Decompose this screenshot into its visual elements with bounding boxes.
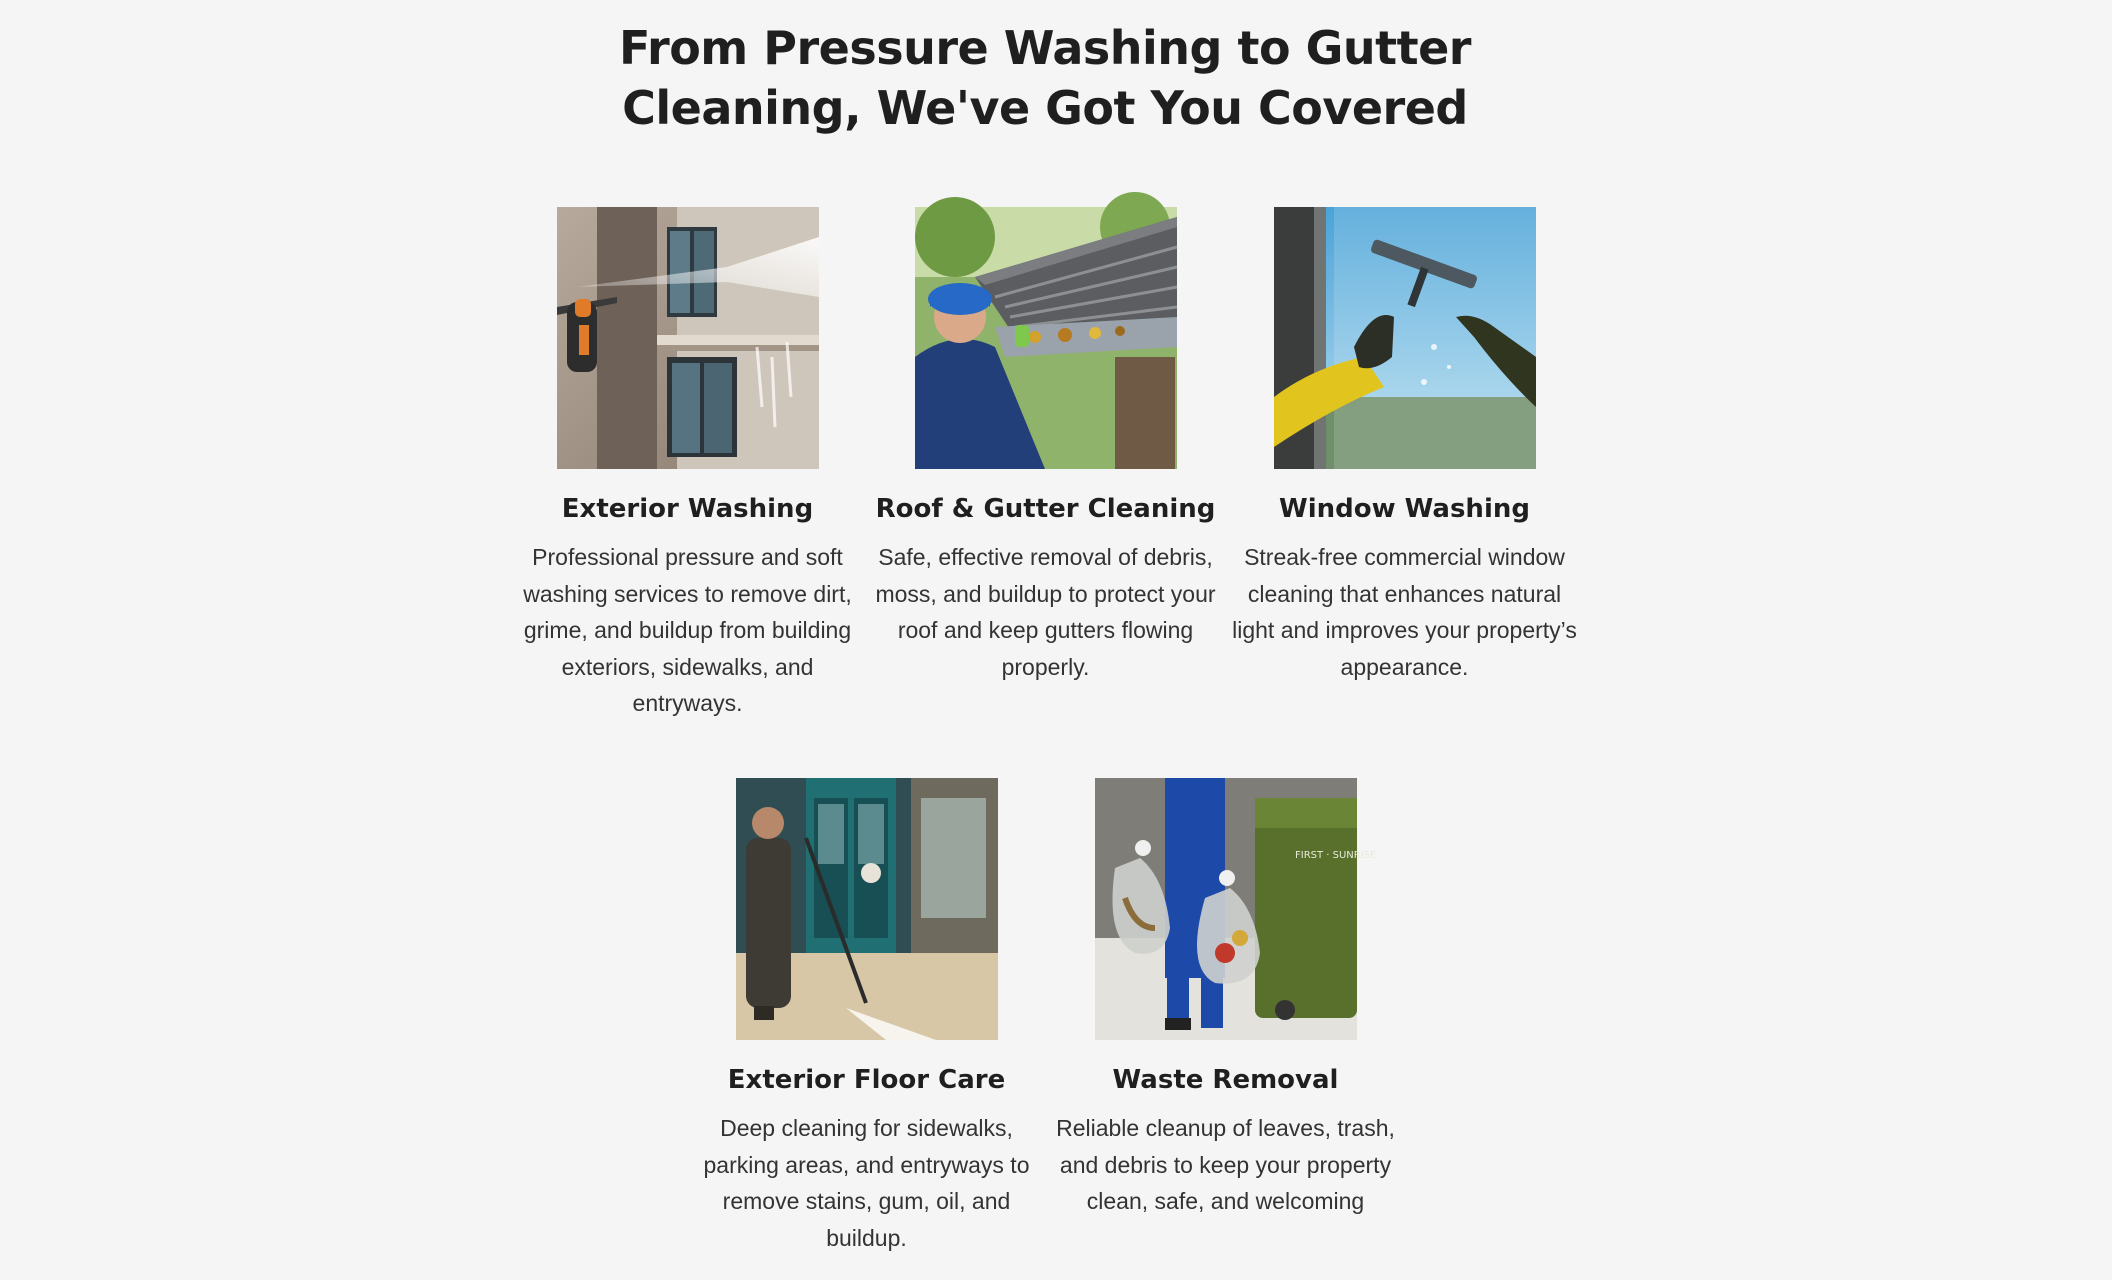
service-description: Streak-free commercial window cleaning that enhances natural light and improves your property’s appearance.: [1232, 544, 1577, 680]
service-card-exterior-washing: [508, 207, 867, 722]
service-title: Exterior Floor Care: [727, 1065, 1006, 1095]
service-description: Deep cleaning for sidewalks, parking areas, and entryways to remove stains, gum, oil, and buildup.: [703, 1115, 1030, 1251]
service-image-roof-gutter-cleaning: [915, 207, 1177, 469]
sidewalk-washing-illustration: [736, 778, 998, 1040]
gutter-cleaning-illustration: [915, 207, 1177, 469]
section-heading-line-1: From Pressure Washing to Gutter: [619, 21, 1471, 75]
service-image-window-washing: [1274, 207, 1536, 469]
window-squeegee-illustration: [1274, 207, 1536, 469]
service-image-exterior-washing: [557, 207, 819, 469]
trash-bags-bin-illustration: [1095, 778, 1376, 1040]
service-title: Exterior Washing: [561, 494, 814, 524]
service-card-roof-gutter-cleaning: [866, 207, 1225, 685]
service-card-waste-removal: [1046, 778, 1405, 1220]
service-card-window-washing: [1225, 207, 1584, 685]
pressure-washing-facade-illustration: [557, 207, 819, 469]
service-image-waste-removal: [1095, 778, 1376, 1040]
service-description: Professional pressure and soft washing services to remove dirt, grime, and buildup from building exteriors, sidewalks, and entryways.: [523, 544, 852, 716]
bin-label: FIRST · SUNRISE: [1294, 850, 1376, 861]
service-title: Waste Removal: [1112, 1065, 1339, 1095]
section-heading: [0, 18, 2090, 138]
service-description: Safe, effective removal of debris, moss, and buildup to protect your roof and keep gutters flowing properly.: [875, 544, 1216, 680]
service-title: Roof & Gutter Cleaning: [875, 494, 1216, 524]
service-title: Window Washing: [1279, 494, 1530, 524]
service-card-exterior-floor-care: [687, 778, 1046, 1256]
section-heading-line-2: Cleaning, We've Got You Covered: [622, 81, 1468, 135]
service-image-exterior-floor-care: [736, 778, 998, 1040]
service-description: Reliable cleanup of leaves, trash, and debris to keep your property clean, safe, and welcoming: [1056, 1115, 1395, 1214]
